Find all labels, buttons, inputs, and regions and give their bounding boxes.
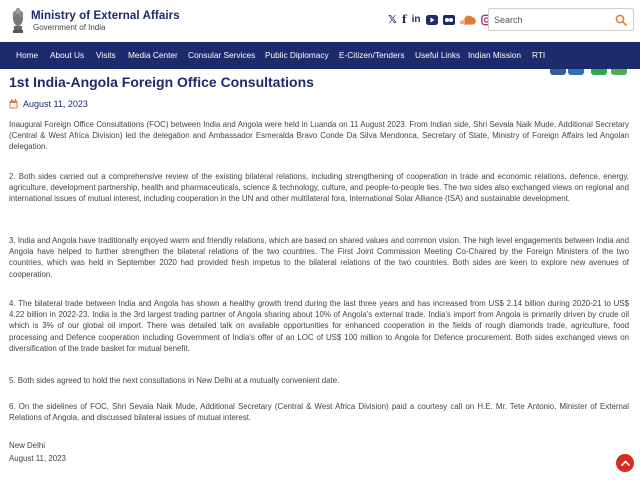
social-links (388, 13, 492, 27)
share-linkedin-button[interactable] (568, 69, 584, 75)
article-paragraph-4: 4. The bilateral trade between India and Angola has shown a healthy growth trend during the last three years and has increased from US$ 2.14 billion during 2020-21 to US$ 4.22 billion in 2022-23. India is the 3rd largest trading partner of Angola sharing about 10% of Angola's external trade. India's import from Angola is primarily driven by crude oil which is 3% of our global oil import. There was detailed talk on available opportunities for enhanced cooperation in the fields of rough diamonds trade, agriculture, food processing and Defence cooperation including Government of India's offer of an LOC of US$ 100 million to Angola for Defence procurement. Both sides exchanged views on diversification of the trade basket for mutual benefit. (9, 299, 629, 353)
nav-item-about-us[interactable]: About Us (50, 50, 85, 60)
ministry-subtitle: Government of India (33, 23, 106, 32)
article-paragraph-5: 5. Both sides agreed to hold the next consultations in New Delhi at a mutually convenient date. (9, 376, 340, 385)
ministry-name[interactable]: Ministry of External Affairs (31, 10, 180, 22)
main-navigation (0, 42, 640, 69)
nav-item-e-citizen-tenders[interactable]: E-Citizen/Tenders (339, 50, 405, 60)
signoff-place: New Delhi (9, 441, 45, 450)
share-facebook-button[interactable] (550, 69, 566, 75)
nav-item-home[interactable]: Home (16, 50, 39, 60)
date-text: August 11, 2023 (23, 98, 88, 109)
linkedin-icon[interactable]: in (411, 14, 421, 25)
article-date (9, 97, 88, 110)
nav-item-consular-services[interactable]: Consular Services (188, 50, 256, 60)
search-box (488, 8, 634, 31)
calendar-icon (9, 99, 18, 109)
share-email-button[interactable] (611, 69, 627, 75)
national-emblem-icon[interactable] (10, 5, 26, 35)
signoff-date: August 11, 2023 (9, 454, 66, 463)
article-paragraph-3: 3. India and Angola have traditionally enjoyed warm and friendly relations, which are based on shared values and common vision. The high level engagements between India and Angola have helped to further strengthen the bilateral relations of the two countries. The First Joint Commission Meeting Co-Chaired by the Foreign Ministers of the two countries, which was held in September 2020 had provided fresh impetus to the bilateral relations of the two countries. Both sides are keen to explore new avenues of cooperation. (9, 236, 629, 279)
nav-item-useful-links[interactable]: Useful Links (415, 50, 461, 60)
site-header (0, 0, 640, 42)
page-title: 1st India-Angola Foreign Office Consultations (9, 74, 314, 90)
youtube-icon[interactable] (426, 14, 438, 26)
search-input[interactable] (489, 9, 607, 30)
article-paragraph-6: 6. On the sidelines of FOC, Shri Sevala Naik Mude, Additional Secretary (Central & West Africa Division) paid a courtesy call on H.E. Mr. Tete Antonio, Minister of External Relations of Angola, and discussed bilateral issues of mutual interest. (9, 402, 629, 423)
scroll-to-top-button[interactable] (616, 454, 634, 472)
article-paragraph-1: Inaugural Foreign Office Consultations (FOC) between India and Angola were held in Luanda on 11 August 2023. From Indian side, Shri Sevala Naik Mude, Additional Secretary (Central & West Africa Division) led the delegation and Ambassador Esmeralda Bravo Conde Da Silva Mendonca, Secretary of State, Ministry of Foreign Affairs led Angolan delegation. (9, 120, 629, 152)
x-icon[interactable]: 𝕏 (388, 14, 397, 26)
article-paragraph-2: 2. Both sides carried out a comprehensive review of the existing bilateral relations, including strengthening of cooperation in trade and economic relations, defence, energy, agriculture, development partnership, health and pharmaceuticals, science & technology, culture, and people-to-people ties. The two sides also exchanged views on regional and international issues of mutual interest, including cooperation in the UN and other multilateral fora, International Solar Alliance (ISA) and sustainable development. (9, 172, 629, 204)
nav-item-rti[interactable]: RTI (532, 50, 546, 60)
share-whatsapp-button[interactable] (591, 69, 607, 75)
nav-item-visits[interactable]: Visits (96, 50, 116, 60)
soundcloud-icon[interactable] (460, 14, 476, 26)
nav-item-media-center[interactable]: Media Center (128, 50, 178, 60)
nav-item-indian-mission[interactable]: Indian Mission (468, 50, 522, 60)
flickr-icon[interactable] (443, 14, 455, 26)
facebook-icon[interactable]: f (401, 13, 407, 26)
search-icon[interactable] (615, 14, 627, 26)
nav-item-public-diplomacy[interactable]: Public Diplomacy (265, 50, 329, 60)
chevron-up-icon (621, 460, 630, 466)
